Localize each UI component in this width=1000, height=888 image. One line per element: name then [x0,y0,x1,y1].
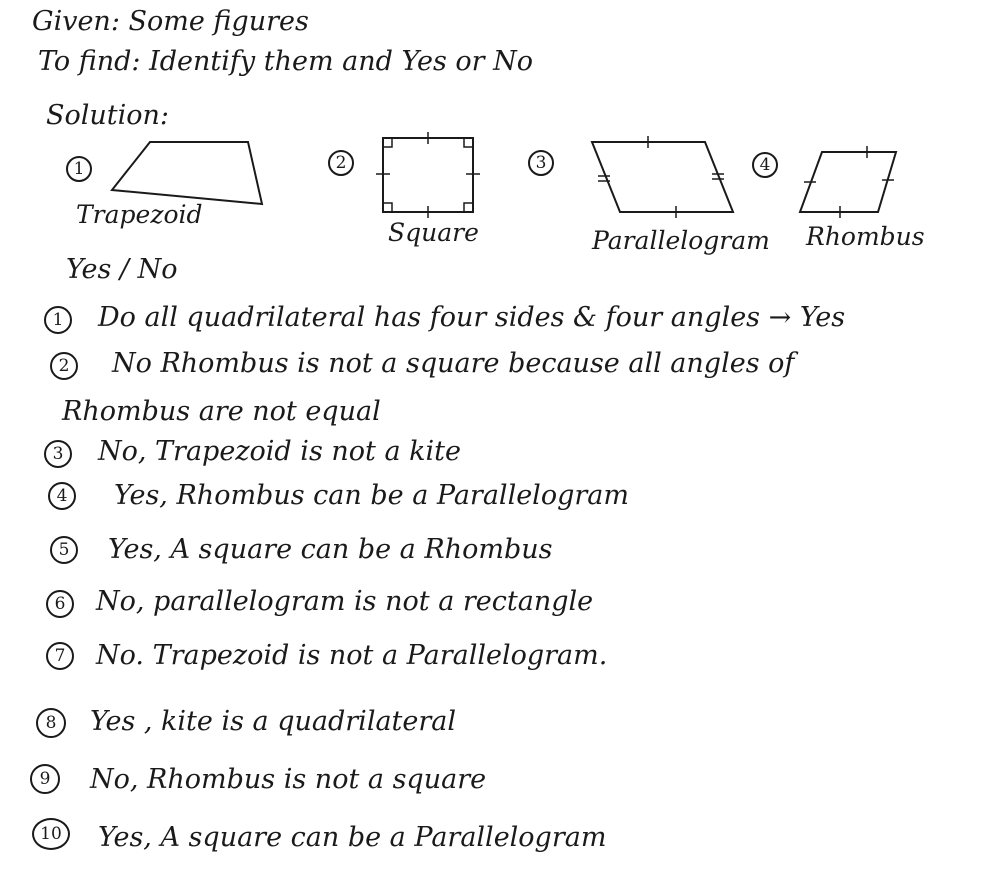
answer-8-text: Yes , kite is a quadrilateral [90,706,457,737]
answer-5-text: Yes, A square can be a Rhombus [108,534,553,565]
answer-3-text: No, Trapezoid is not a kite [98,436,461,467]
answer-9-text: No, Rhombus is not a square [90,764,487,795]
answer-8-number: 8 [36,708,66,738]
answer-7-text: No. Trapezoid is not a Parallelogram. [96,640,608,671]
answer-9-number: 9 [30,764,60,794]
answer-6-number: 6 [46,590,74,618]
answer-5-number: 5 [50,536,78,564]
answer-3-number: 3 [44,440,72,468]
answer-7-number: 7 [46,642,74,670]
figure-3-number: 3 [528,150,554,176]
answer-4-number: 4 [48,482,76,510]
figure-2-number: 2 [328,150,354,176]
figure-3-label: Parallelogram [592,226,770,255]
answer-10-text: Yes, A square can be a Parallelogram [98,822,607,853]
figure-2-label: Square [388,218,479,247]
yes-no-heading: Yes / No [66,254,178,285]
answer-6-text: No, parallelogram is not a rectangle [96,586,594,617]
answer-1-number: 1 [44,306,72,334]
figure-4-number: 4 [752,152,778,178]
given-line: Given: Some figures [32,6,309,37]
answer-1-text: Do all quadrilateral has four sides & four angles → Yes [98,302,846,333]
answer-4-text: Yes, Rhombus can be a Parallelogram [114,480,629,511]
answer-10-number: 10 [32,818,70,850]
figure-1-label: Trapezoid [76,200,203,229]
solution-heading: Solution: [46,100,170,131]
figure-1-number: 1 [66,156,92,182]
answer-2-continuation: Rhombus are not equal [62,396,381,427]
answer-2-number: 2 [50,352,78,380]
to-find-line: To find: Identify them and Yes or No [38,46,534,77]
answer-2-text: No Rhombus is not a square because all angles of [112,348,795,379]
figure-4-label: Rhombus [806,222,925,251]
